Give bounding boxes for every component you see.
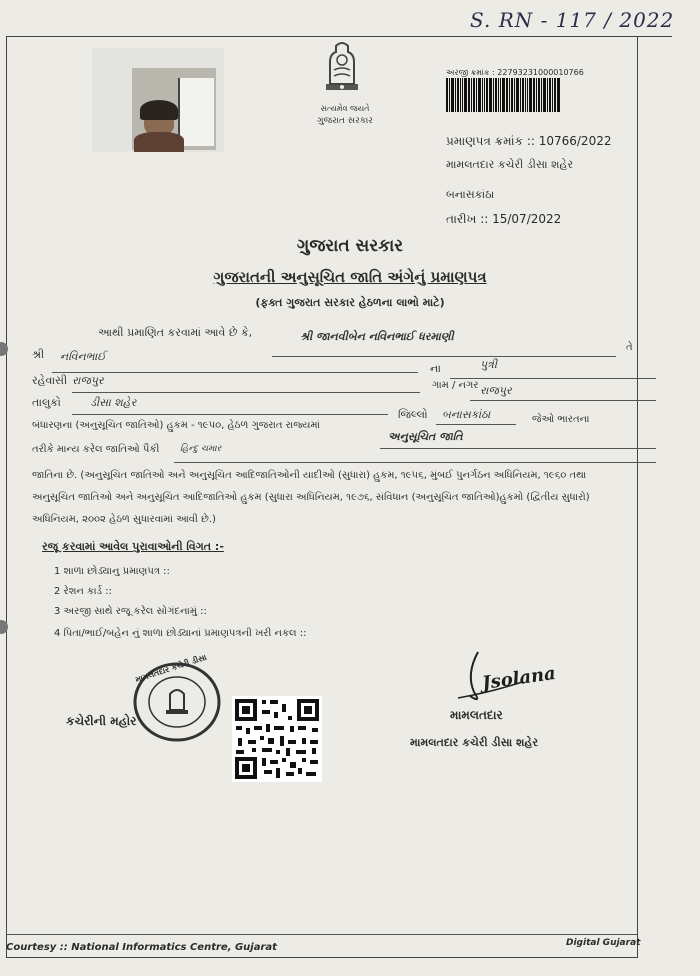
legal-paragraph-line-2: અનુસૂચિત જાતિઓ અને અનુસૂચિત આદિજાતિઓ હુકમ (સુધારા અધિનિયમ, ૧૯૭૬, સંવિધાન (અનુસૂચિત જાતિઓ)હુકમો (દ્વિતીય સુધારો) — [32, 492, 590, 503]
office-seal-label: કચેરીની મહોર — [66, 714, 137, 728]
caste-category: અનુસૂચિત જાતિ — [388, 430, 463, 443]
district-line — [436, 424, 516, 425]
applicant-photo — [92, 48, 224, 152]
page-title: ગુજરાત સરકાર — [296, 236, 404, 256]
qr-code — [232, 696, 322, 782]
emblem-motto: સત્યમેવ જયતે — [320, 104, 370, 113]
issuing-district: બનાસકાંઠા — [446, 188, 495, 201]
evidence-item-3: 3 અરજી સાથે રજૂ કરેલ સોગંદનામું :: — [54, 606, 207, 617]
ashoka-emblem-icon — [320, 38, 364, 100]
legal-paragraph-line-1: જાતિના છે. (અનુસૂચિત જાતિઓ અને અનુસૂચિત આદિજાતિઓની યાદીઓ (સુધારા) હુકમ, ૧૯૫૬, મુંબઈ પુનર્ગઠન અધિનિયમ, ૧૯૬૦ તથા — [32, 470, 587, 481]
issuing-office: મામલતદાર કચેરી ડીસા શહેર — [446, 158, 574, 171]
applicant-name: શ્રી જાનવીબેન નવિનભાઈ ધરમાણી — [300, 330, 454, 343]
footer-courtesy: Courtesy :: National Informatics Centre, Gujarat — [6, 942, 277, 953]
constitution-text: બંધારણના (અનુસૂચિત જાતિઓ) હુકમ - ૧૯૫૦, હેઠળ ગુજરાત રાજ્યમાં — [32, 420, 320, 431]
certificate-number: પ્રમાણપત્ર ક્રમાંક :: 10766/2022 — [446, 134, 612, 148]
taluka-line — [72, 414, 388, 415]
category-line — [380, 448, 656, 449]
district-label: જિલ્લો — [398, 408, 428, 421]
application-number: અરજી ક્રમાંક : 22793231000010766 — [446, 68, 584, 77]
na-label: ના — [430, 362, 441, 375]
emblem-caption: ગુજરાત સરકાર — [317, 116, 373, 126]
taluka-label: તાલુકો — [32, 396, 61, 409]
legal-paragraph-line-3: અધિનિયમ, ૨૦૦૨ હેઠળ સુધારવામાં આવી છે.) — [32, 514, 216, 525]
resident-label: રહેવાસી — [32, 374, 68, 387]
caste-label: તરીકે માન્ય કરેલ જાતિઓ પૈકી — [32, 444, 160, 455]
issue-date: તારીખ :: 15/07/2022 — [446, 212, 562, 226]
evidence-item-2: 2 રેશન કાર્ડ :: — [54, 586, 112, 597]
certificate-title: ગુજરાતની અનુસૂચિત જાતિ અંગેનું પ્રમાણપત્ર — [213, 268, 487, 286]
certify-text: આથી પ્રમાણિત કરવામાં આવે છે કે, — [98, 326, 253, 339]
resident-line — [72, 392, 420, 393]
stamp-text: મામલતદાર કચેરી ડીસા — [134, 652, 208, 685]
father-line — [52, 372, 418, 373]
evidence-item-4: 4 પિતા/ભાઈ/બહેન નું શાળા છોડ્યાનાં પ્રમાણપત્રની ખરી નકલ :: — [54, 628, 307, 639]
footer-digital-gujarat: Digital Gujarat — [566, 938, 641, 948]
relation-line — [450, 378, 656, 379]
caste-line — [174, 462, 656, 463]
village-value: રાજપુર — [480, 384, 512, 397]
serial-number: S. RN - 117 / 2022 — [470, 8, 675, 32]
district-value: બનાસકાંઠા — [442, 408, 491, 421]
relation: પુત્રી — [480, 358, 498, 371]
country-text: જેઓ ભારતના — [532, 414, 590, 425]
footer-rule — [7, 934, 637, 935]
shri-label: શ્રી — [32, 348, 45, 361]
father-name: નવિનભાઈ — [60, 350, 106, 363]
signatory-title: મામલતદાર — [450, 708, 503, 722]
caste-value: હિન્દુ ચમાર — [180, 444, 222, 454]
certificate-subnote: (ફક્ત ગુજરાત સરકાર હેઠળના લાભો માટે) — [255, 296, 445, 309]
village-label: ગામ / નગર — [432, 380, 479, 391]
evidence-heading: રજૂ કરવામાં આવેલ પુરાવાઓની વિગત :- — [42, 540, 224, 553]
taluka-value: ડીસા શહેર — [90, 396, 137, 409]
name-line — [272, 356, 616, 357]
village-line — [470, 400, 656, 401]
signatory-office: મામલતદાર કચેરી ડીસા શહેર — [410, 736, 539, 749]
evidence-item-1: 1 શાળા છોડ્યાનુ પ્રમાણપત્ર :: — [54, 566, 170, 577]
te-label: તે — [626, 342, 633, 353]
signature: Jsolana — [480, 662, 558, 695]
barcode — [446, 78, 598, 112]
resident-value: રાજપુર — [72, 374, 104, 387]
